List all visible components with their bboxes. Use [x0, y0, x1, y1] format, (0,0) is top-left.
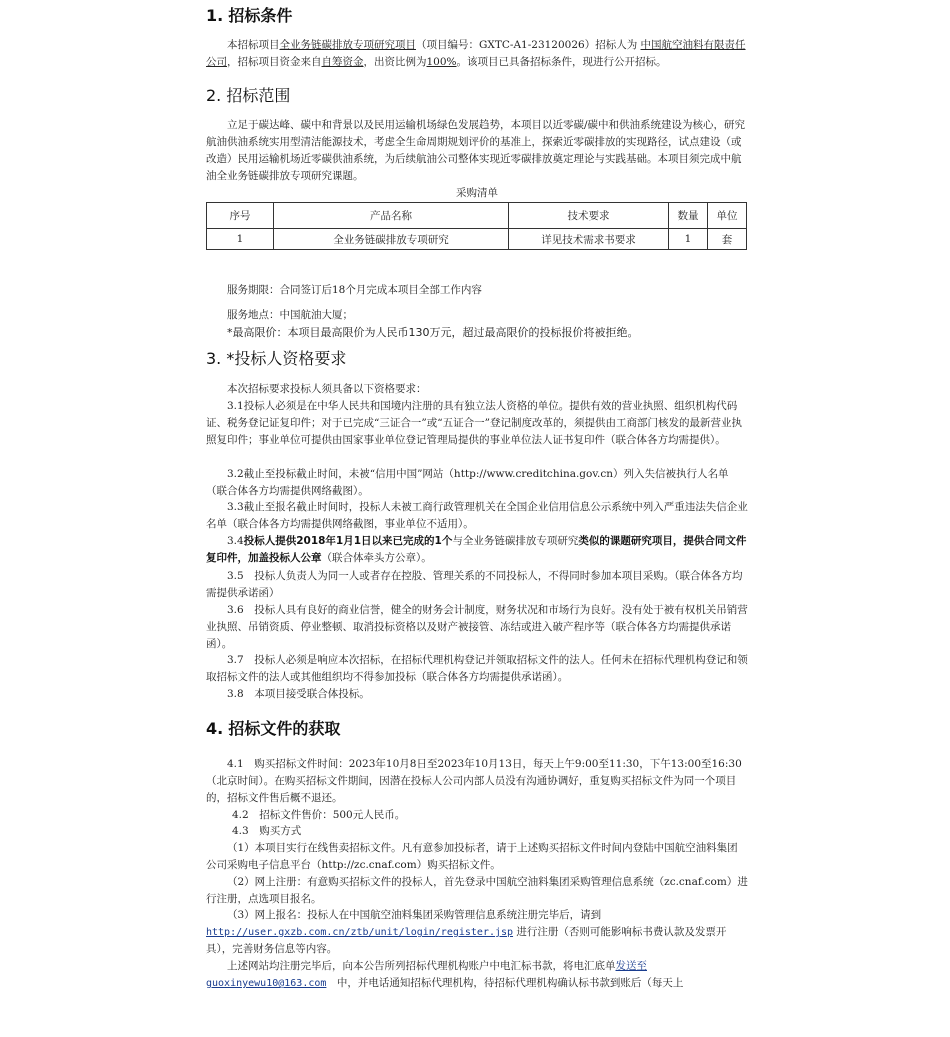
qualification-3-8: 3.8 本项目接受联合体投标。	[227, 688, 370, 700]
service-period: 服务期限：合同签订后18个月完成本项目全部工作内容	[227, 284, 482, 296]
qualification-3-6: 3.6 投标人具有良好的商业信誉，健全的财务会计制度，财务状况和市场行为良好。没有处于被有权机关吊销营业执照、吊销资质、停业整顿、取消投标资格以及财产被接管、冻结或进入破产程序等（联合体各方均需提供承诺函）。	[206, 604, 748, 650]
max-price: *最高限价：本项目最高限价为人民币130万元，超过最高限价的投标报价将被拒绝。	[227, 326, 639, 339]
table-header-cell: 数量	[669, 203, 708, 229]
purchase-method-1: （1）本项目实行在线售卖招标文件。凡有意参加投标者，请于上述购买招标文件时间内登陆中国航空油料集团公司采购电子信息平台（http://zc.cnaf.com）购买招标文件。	[206, 842, 738, 871]
document-price: 4.2 招标文件售价：500元人民币。	[232, 809, 406, 821]
table-cell: 套	[708, 229, 747, 250]
table-row	[207, 229, 747, 250]
purchase-method-title: 4.3 购买方式	[232, 825, 302, 837]
section-4-heading: 4. 招标文件的获取	[206, 719, 341, 738]
qualification-3-7: 3.7 投标人必须是响应本次招标，在招标代理机构登记并领取招标文件的法人。任何未在招标代理机构登记和领取招标文件的法人或其他组织均不得参加投标（联合体各方均需提供承诺函）。	[206, 654, 748, 683]
table-header-cell: 产品名称	[274, 203, 509, 229]
table-header-cell: 单位	[708, 203, 747, 229]
service-place: 服务地点：中国航油大厦；	[227, 309, 353, 321]
email-link[interactable]: guoxinyewu10@163.com	[206, 978, 327, 989]
purchase-table	[206, 202, 747, 250]
purchase-time: 4.1 购买招标文件时间：2023年10月8日至2023年10月13日，每天上午9:00至11:30，下午13:00至16:30（北京时间）。在购买招标文件期间，因潜在投标人公司内部人员没有沟通协调好，重复购买招标文件为同一个项目的，招标文件售后概不退还。	[206, 758, 742, 804]
qualification-3-5: 3.5 投标人负责人为同一人或者存在控股、管理关系的不同投标人，不得同时参加本项目采购。（联合体各方均需提供承诺函）	[206, 570, 743, 599]
send-to-link[interactable]: 发送至	[615, 960, 647, 972]
payment-instruction: 上述网站均注册完毕后，向本公告所列招标代理机构账户中电汇标书款，将电汇底单发送至 guoxinyewu10@163.com 中，并电话通知招标代理机构，待招标代理机构确认标书款到账后（每天上	[206, 960, 684, 989]
section-3-heading: 3. *投标人资格要求	[206, 349, 347, 368]
table-cell: 详见技术需求书要求	[509, 229, 669, 250]
table-header-cell: 序号	[207, 203, 274, 229]
table-cell: 1	[669, 229, 708, 250]
register-link[interactable]: http://user.gxzb.com.cn/ztb/unit/login/register.jsp	[206, 927, 514, 938]
table-header-cell: 技术要求	[509, 203, 669, 229]
section-1-paragraph: 本招标项目全业务链碳排放专项研究项目（项目编号：GXTC-A1-23120026）招标人为 中国航空油料有限责任公司，招标项目资金来自自筹资金，出资比例为100%。该项目已具备招标条件，现进行公开招标。	[206, 39, 746, 68]
purchase-method-3: （3）网上报名：投标人在中国航空油料集团采购管理信息系统注册完毕后，请到 http://user.gxzb.com.cn/ztb/unit/login/register.jsp 进行注册（否则可能影响标书费认款及发票开具），完善财务信息等内容。	[206, 909, 727, 955]
table-header-row	[207, 203, 747, 229]
table-cell: 全业务链碳排放专项研究	[274, 229, 509, 250]
section-2-paragraph: 立足于碳达峰、碳中和背景以及民用运输机场绿色发展趋势，本项目以近零碳/碳中和供油系统建设为核心，研究航油供油系统实用型清洁能源技术，考虑全生命周期规划评价的基准上，探索近零碳排放的实现路径，试点建设（或改造）民用运输机场近零碳供油系统，为后续航油公司整体实现近零碳排放奠定理论与实践基础。本项目须完成中航油全业务链碳排放专项研究课题。	[206, 119, 746, 182]
qualification-3-1: 3.1投标人必须是在中华人民共和国境内注册的具有独立法人资格的单位。提供有效的营业执照、组织机构代码证、税务登记证复印件；对于已完成“三证合一”或“五证合一”登记制度改革的，须提供由工商部门核发的最新营业执照复印件；事业单位可提供由国家事业单位登记管理局提供的事业单位法人证书复印件（联合体各方均需提供）。	[206, 400, 742, 446]
qualification-3-2: 3.2截止至投标截止时间，未被“信用中国”网站（http://www.creditchina.gov.cn）列入失信被执行人名单（联合体各方均需提供网络截图）。	[206, 468, 729, 497]
qualification-3-4: 3.4投标人提供2018年1月1日以来已完成的1个与全业务链碳排放专项研究类似的课题研究项目，提供合同文件复印件，加盖投标人公章（联合体牵头方公章）。	[206, 535, 747, 564]
qualification-intro: 本次招标要求投标人须具备以下资格要求：	[227, 383, 427, 395]
section-1-heading: 1. 招标条件	[206, 6, 293, 25]
table-caption: 采购清单	[456, 187, 498, 199]
table-cell: 1	[207, 229, 274, 250]
qualification-3-3: 3.3截止至报名截止时间时，投标人未被工商行政管理机关在全国企业信用信息公示系统中列入严重违法失信企业名单（联合体各方均需提供网络截图，事业单位不适用）。	[206, 501, 748, 530]
purchase-method-2: （2）网上注册：有意购买招标文件的投标人，首先登录中国航空油料集团采购管理信息系统（zc.cnaf.com）进行注册，点选项目报名。	[206, 876, 748, 905]
section-2-heading: 2. 招标范围	[206, 86, 291, 105]
